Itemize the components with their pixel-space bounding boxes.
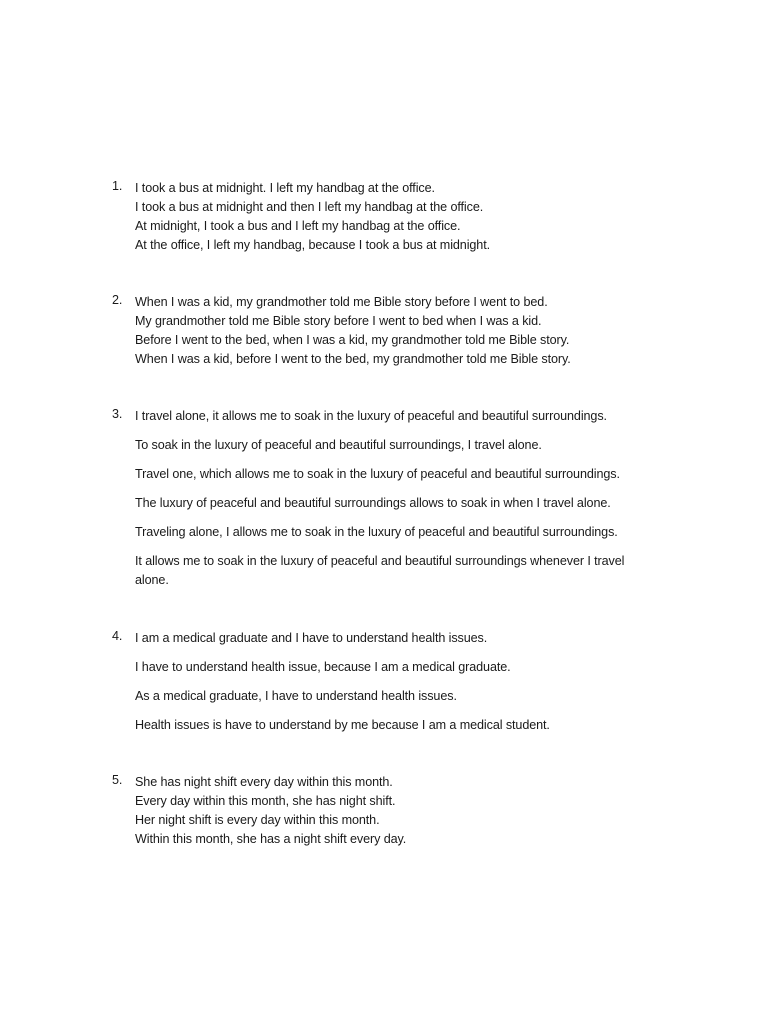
- sentence: It allows me to soak in the luxury of peaceful and beautiful surroundings whenever I travel alone.: [135, 554, 625, 587]
- sentence: At the office, I left my handbag, because I took a bus at midnight.: [135, 238, 491, 252]
- sentence-group: [135, 179, 655, 255]
- sentence: To soak in the luxury of peaceful and beautiful surroundings, I travel alone.: [135, 438, 542, 452]
- sentence: My grandmother told me Bible story before I went to bed when I was a kid.: [135, 314, 542, 328]
- sentence: At midnight, I took a bus and I left my handbag at the office.: [135, 219, 461, 233]
- sentence-group: [135, 407, 655, 590]
- sentence: I took a bus at midnight. I left my handbag at the office.: [135, 181, 435, 195]
- sentence: Traveling alone, I allows me to soak in the luxury of peaceful and beautiful surroundings.: [135, 525, 618, 539]
- sentence: I took a bus at midnight and then I left my handbag at the office.: [135, 200, 484, 214]
- sentence: Travel one, which allows me to soak in the luxury of peaceful and beautiful surroundings.: [135, 467, 620, 481]
- sentence-group: [135, 629, 655, 745]
- sentence: When I was a kid, my grandmother told me Bible story before I went to bed.: [135, 295, 548, 309]
- sentence-group: [135, 293, 655, 369]
- sentence: Health issues is have to understand by me because I am a medical student.: [135, 718, 550, 732]
- sentence-group: [135, 773, 655, 849]
- item-number: 4.: [112, 629, 123, 643]
- sentence: She has night shift every day within this month.: [135, 775, 393, 789]
- item-number: 2.: [112, 293, 123, 307]
- sentence: I have to understand health issue, because I am a medical graduate.: [135, 660, 511, 674]
- sentence: I travel alone, it allows me to soak in the luxury of peaceful and beautiful surroundings.: [135, 409, 607, 423]
- item-number: 1.: [112, 179, 123, 193]
- sentence: The luxury of peaceful and beautiful surroundings allows to soak in when I travel alone.: [135, 496, 611, 510]
- sentence: When I was a kid, before I went to the bed, my grandmother told me Bible story.: [135, 352, 571, 366]
- sentence: As a medical graduate, I have to understand health issues.: [135, 689, 457, 703]
- sentence: I am a medical graduate and I have to understand health issues.: [135, 631, 488, 645]
- sentence: Within this month, she has a night shift every day.: [135, 832, 407, 846]
- sentence: Before I went to the bed, when I was a kid, my grandmother told me Bible story.: [135, 333, 570, 347]
- sentence: Her night shift is every day within this month.: [135, 813, 380, 827]
- sentence: Every day within this month, she has night shift.: [135, 794, 396, 808]
- item-number: 3.: [112, 407, 123, 421]
- item-number: 5.: [112, 773, 123, 787]
